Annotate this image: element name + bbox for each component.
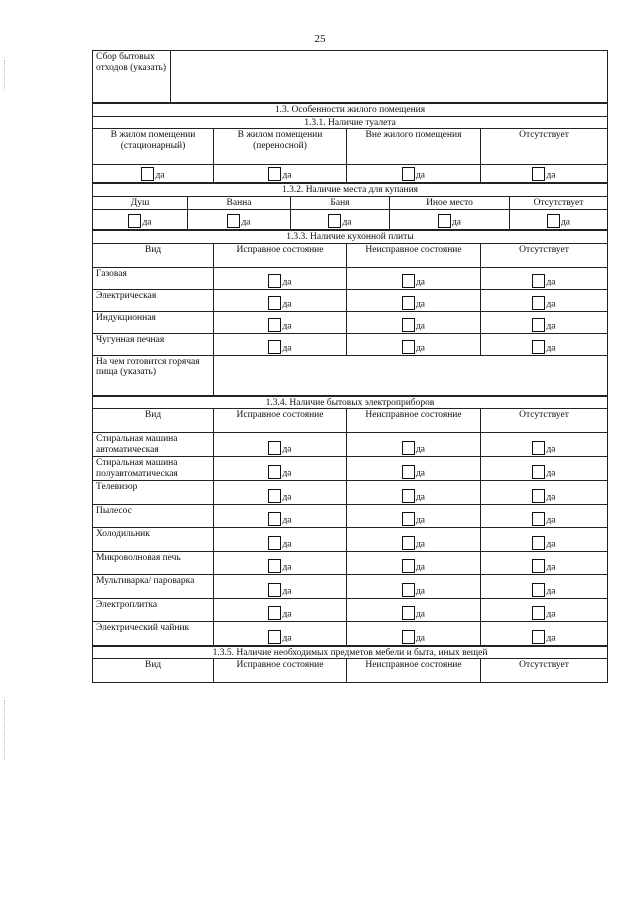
- yes-label: да: [282, 277, 292, 287]
- appliance-absent-cell: [481, 575, 608, 599]
- stove-label: Газовая: [93, 267, 214, 289]
- toilet-option-2-checkbox[interactable]: [402, 167, 415, 181]
- appliance-absent-checkbox[interactable]: [532, 606, 545, 620]
- appliance-absent-checkbox[interactable]: [532, 465, 545, 479]
- stove-working-cell: [214, 333, 347, 355]
- appliance-broken-checkbox[interactable]: [402, 489, 415, 503]
- hot-food-label: На чем готовится горячая пища (указать): [93, 355, 214, 395]
- appliance-broken-cell: [347, 622, 481, 646]
- furniture-table: [92, 646, 608, 684]
- yes-label: да: [546, 444, 556, 455]
- appliance-row: [93, 504, 608, 528]
- appliance-absent-cell: [481, 433, 608, 457]
- bathing-option-3-checkbox[interactable]: [438, 214, 451, 228]
- appliance-absent-cell: [481, 504, 608, 528]
- stove-broken-cell: [347, 267, 481, 289]
- toilet-option-0-checkbox[interactable]: [141, 167, 154, 181]
- toilet-option-0: В жилом помещении (стационарный): [93, 129, 214, 165]
- yes-label: да: [415, 492, 426, 502]
- appliance-header-2: Неисправное состояние: [347, 409, 481, 433]
- yes-label: да: [282, 299, 292, 309]
- stove-broken-checkbox[interactable]: [402, 274, 415, 288]
- yes-label: да: [155, 170, 165, 181]
- appliance-working-cell: [214, 481, 347, 505]
- subsection-title: 1.3.3. Наличие кухонной плиты: [93, 231, 608, 244]
- stove-broken-cell: [347, 333, 481, 355]
- appliance-working-checkbox[interactable]: [268, 512, 281, 526]
- yes-label: да: [546, 277, 556, 287]
- stove-header-1: Исправное состояние: [214, 243, 347, 267]
- yes-label: да: [282, 468, 292, 479]
- yes-label: да: [415, 586, 426, 596]
- appliance-working-cell: [214, 551, 347, 575]
- appliance-absent-checkbox[interactable]: [532, 489, 545, 503]
- yes-label: да: [546, 468, 556, 479]
- yes-label: да: [282, 170, 292, 181]
- bathing-option-3: Иное место: [390, 196, 510, 210]
- subsection-title: 1.3.1. Наличие туалета: [93, 116, 608, 129]
- bathing-option-1: Ванна: [188, 196, 291, 210]
- yes-label: да: [415, 468, 426, 479]
- yes-label: да: [546, 343, 556, 353]
- stove-broken-checkbox[interactable]: [402, 318, 415, 332]
- appliance-absent-checkbox[interactable]: [532, 559, 545, 573]
- toilet-option-1-checkbox[interactable]: [268, 167, 281, 181]
- stove-working-checkbox[interactable]: [268, 340, 281, 354]
- appliance-absent-checkbox[interactable]: [532, 583, 545, 597]
- stove-row: [93, 267, 608, 289]
- yes-label: да: [415, 321, 426, 331]
- appliance-label: Телевизор: [93, 481, 214, 505]
- appliance-broken-cell: [347, 481, 481, 505]
- toilet-option-3-checkbox[interactable]: [532, 167, 545, 181]
- bathing-option-2: Баня: [291, 196, 390, 210]
- stove-working-cell: [214, 267, 347, 289]
- toilet-option-2: Вне жилого помещения: [347, 129, 481, 165]
- stove-absent-cell: [481, 289, 608, 311]
- form: [92, 50, 608, 683]
- appliance-header-0: Вид: [93, 409, 214, 433]
- section-title: 1.3. Особенности жилого помещения: [93, 104, 608, 117]
- appliance-working-checkbox[interactable]: [268, 630, 281, 644]
- stove-absent-checkbox[interactable]: [532, 340, 545, 354]
- appliance-row: [93, 575, 608, 599]
- yes-label: да: [546, 321, 556, 331]
- stove-table: [92, 230, 608, 396]
- furniture-header-2: Неисправное состояние: [347, 659, 481, 683]
- yes-label: да: [282, 633, 292, 643]
- stove-row: [93, 333, 608, 355]
- appliance-absent-cell: [481, 457, 608, 481]
- appliance-label: Стиральная машина автоматическая: [93, 433, 214, 457]
- appliance-absent-cell: [481, 481, 608, 505]
- appliance-label: Электроплитка: [93, 598, 214, 622]
- yes-label: да: [546, 633, 556, 643]
- stove-row: [93, 311, 608, 333]
- appliances-table: [92, 396, 608, 646]
- appliance-row: [93, 457, 608, 481]
- yes-label: да: [415, 170, 426, 181]
- waste-label: Сбор бытовых отходов (указать): [93, 51, 171, 103]
- stove-broken-checkbox[interactable]: [402, 296, 415, 310]
- appliance-row: [93, 481, 608, 505]
- stove-working-checkbox[interactable]: [268, 318, 281, 332]
- toilet-option-3-cell: [481, 165, 608, 183]
- appliance-working-cell: [214, 598, 347, 622]
- stove-working-cell: [214, 311, 347, 333]
- yes-label: да: [282, 609, 292, 620]
- stove-absent-checkbox[interactable]: [532, 318, 545, 332]
- appliance-row: [93, 551, 608, 575]
- appliance-working-cell: [214, 528, 347, 552]
- yes-label: да: [282, 562, 292, 573]
- toilet-table: [92, 103, 608, 183]
- yes-label: да: [415, 609, 426, 620]
- appliance-absent-checkbox[interactable]: [532, 630, 545, 644]
- appliance-label: Стиральная машина полуавтоматическая: [93, 457, 214, 481]
- appliance-working-checkbox[interactable]: [268, 536, 281, 550]
- yes-label: да: [342, 217, 352, 228]
- bathing-option-1-cell: [188, 210, 291, 230]
- bathing-option-4-checkbox[interactable]: [547, 214, 560, 228]
- yes-label: да: [282, 539, 292, 549]
- appliance-absent-cell: [481, 622, 608, 646]
- appliance-absent-checkbox[interactable]: [532, 536, 545, 550]
- yes-label: да: [415, 444, 426, 455]
- subsection-title: 1.3.4. Наличие бытовых электроприборов: [93, 396, 608, 409]
- stove-header-0: Вид: [93, 243, 214, 267]
- appliance-label: Холодильник: [93, 528, 214, 552]
- appliance-working-cell: [214, 457, 347, 481]
- appliance-working-checkbox[interactable]: [268, 559, 281, 573]
- toilet-option-0-cell: [93, 165, 214, 183]
- edge-mark: [4, 60, 7, 90]
- appliance-broken-checkbox[interactable]: [402, 606, 415, 620]
- furniture-header-3: Отсутствует: [481, 659, 608, 683]
- bathing-option-4: Отсутствует: [510, 196, 608, 210]
- waste-table: [92, 50, 608, 103]
- stove-working-checkbox[interactable]: [268, 274, 281, 288]
- yes-label: да: [546, 562, 556, 573]
- appliance-broken-cell: [347, 433, 481, 457]
- hot-food-field[interactable]: [214, 355, 608, 395]
- appliance-broken-checkbox[interactable]: [402, 630, 415, 644]
- appliance-broken-checkbox[interactable]: [402, 536, 415, 550]
- appliance-working-cell: [214, 504, 347, 528]
- toilet-option-3: Отсутствует: [481, 129, 608, 165]
- stove-header-3: Отсутствует: [481, 243, 608, 267]
- yes-label: да: [282, 444, 292, 455]
- bathing-option-3-cell: [390, 210, 510, 230]
- stove-label: Индукционная: [93, 311, 214, 333]
- yes-label: да: [282, 321, 292, 331]
- stove-absent-checkbox[interactable]: [532, 274, 545, 288]
- appliance-broken-cell: [347, 575, 481, 599]
- yes-label: да: [282, 586, 292, 596]
- yes-label: да: [546, 492, 556, 502]
- yes-label: да: [415, 515, 426, 526]
- stove-row: [93, 289, 608, 311]
- yes-label: да: [142, 217, 152, 228]
- appliance-label: Микроволновая печь: [93, 551, 214, 575]
- appliance-working-cell: [214, 433, 347, 457]
- appliance-broken-checkbox[interactable]: [402, 559, 415, 573]
- stove-broken-cell: [347, 289, 481, 311]
- appliance-absent-cell: [481, 598, 608, 622]
- yes-label: да: [415, 343, 426, 353]
- appliance-broken-checkbox[interactable]: [402, 465, 415, 479]
- yes-label: да: [546, 586, 556, 596]
- toilet-option-1-cell: [214, 165, 347, 183]
- appliance-label: Электрический чайник: [93, 622, 214, 646]
- yes-label: да: [415, 539, 426, 549]
- subsection-title: 1.3.2. Наличие места для купания: [93, 184, 608, 197]
- appliance-row: [93, 622, 608, 646]
- bathing-option-2-cell: [291, 210, 390, 230]
- yes-label: да: [282, 343, 292, 353]
- edge-mark: [4, 700, 7, 760]
- appliance-broken-cell: [347, 457, 481, 481]
- stove-label: Чугунная печная: [93, 333, 214, 355]
- appliance-working-cell: [214, 575, 347, 599]
- yes-label: да: [546, 170, 556, 181]
- appliance-row: [93, 528, 608, 552]
- appliance-working-checkbox[interactable]: [268, 489, 281, 503]
- stove-working-cell: [214, 289, 347, 311]
- appliance-working-checkbox[interactable]: [268, 441, 281, 455]
- yes-label: да: [560, 217, 571, 228]
- stove-absent-cell: [481, 267, 608, 289]
- appliance-absent-checkbox[interactable]: [532, 441, 545, 455]
- toilet-option-2-cell: [347, 165, 481, 183]
- appliance-broken-cell: [347, 504, 481, 528]
- bathing-option-0: Душ: [93, 196, 188, 210]
- yes-label: да: [451, 217, 462, 228]
- yes-label: да: [546, 539, 556, 549]
- appliance-header-3: Отсутствует: [481, 409, 608, 433]
- bathing-option-0-cell: [93, 210, 188, 230]
- yes-label: да: [415, 562, 426, 573]
- stove-working-checkbox[interactable]: [268, 296, 281, 310]
- appliance-absent-checkbox[interactable]: [532, 512, 545, 526]
- appliance-absent-cell: [481, 528, 608, 552]
- stove-absent-cell: [481, 311, 608, 333]
- bathing-option-0-checkbox[interactable]: [128, 214, 141, 228]
- appliance-broken-checkbox[interactable]: [402, 583, 415, 597]
- yes-label: да: [415, 277, 426, 287]
- stove-label: Электрическая: [93, 289, 214, 311]
- yes-label: да: [241, 217, 251, 228]
- yes-label: да: [546, 515, 556, 526]
- furniture-header-1: Исправное состояние: [214, 659, 347, 683]
- appliance-broken-checkbox[interactable]: [402, 441, 415, 455]
- yes-label: да: [282, 492, 292, 502]
- appliance-row: [93, 598, 608, 622]
- appliance-working-checkbox[interactable]: [268, 465, 281, 479]
- furniture-header-0: Вид: [93, 659, 214, 683]
- stove-broken-checkbox[interactable]: [402, 340, 415, 354]
- yes-label: да: [415, 633, 426, 643]
- bathing-option-4-cell: [510, 210, 608, 230]
- yes-label: да: [546, 299, 556, 309]
- appliance-row: [93, 433, 608, 457]
- appliance-label: Мультиварка/ пароварка: [93, 575, 214, 599]
- bathing-table: [92, 183, 608, 230]
- yes-label: да: [415, 299, 426, 309]
- waste-field[interactable]: [171, 51, 608, 103]
- appliance-working-checkbox[interactable]: [268, 583, 281, 597]
- appliance-broken-cell: [347, 598, 481, 622]
- appliance-header-1: Исправное состояние: [214, 409, 347, 433]
- stove-header-2: Неисправное состояние: [347, 243, 481, 267]
- subsection-title: 1.3.5. Наличие необходимых предметов мебели и быта, иных вещей: [93, 646, 608, 659]
- appliance-broken-checkbox[interactable]: [402, 512, 415, 526]
- toilet-option-1: В жилом помещении (переносной): [214, 129, 347, 165]
- appliance-label: Пылесос: [93, 504, 214, 528]
- appliance-working-checkbox[interactable]: [268, 606, 281, 620]
- stove-broken-cell: [347, 311, 481, 333]
- bathing-option-1-checkbox[interactable]: [227, 214, 240, 228]
- appliance-working-cell: [214, 622, 347, 646]
- appliance-broken-cell: [347, 551, 481, 575]
- stove-absent-checkbox[interactable]: [532, 296, 545, 310]
- yes-label: да: [546, 609, 556, 620]
- appliance-absent-cell: [481, 551, 608, 575]
- page-number: 25: [314, 33, 326, 45]
- appliance-broken-cell: [347, 528, 481, 552]
- bathing-option-2-checkbox[interactable]: [328, 214, 341, 228]
- yes-label: да: [282, 515, 292, 526]
- stove-absent-cell: [481, 333, 608, 355]
